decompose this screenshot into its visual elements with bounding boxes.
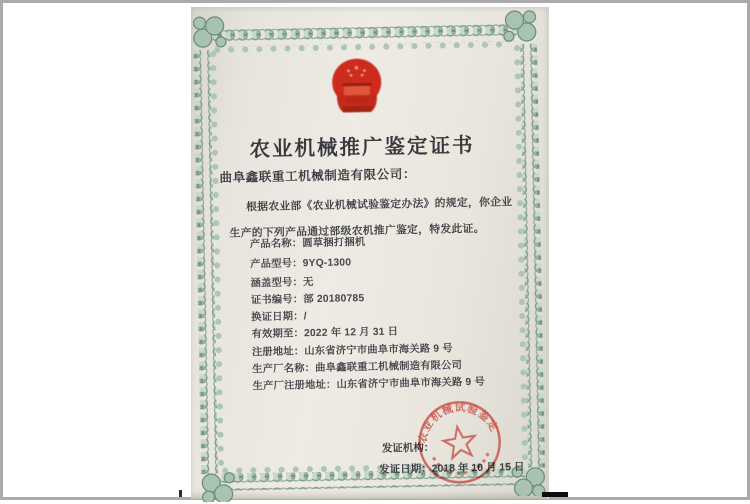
field-valid-until: [251, 322, 398, 340]
field-label: 有效期至：: [251, 328, 305, 341]
field-value: 部 20180785: [303, 293, 365, 306]
company-name: 曲阜鑫联重工机械制造有限公司：: [219, 167, 417, 185]
issue-date-label: 发证日期：: [379, 462, 432, 476]
field-value: 山东省济宁市曲阜市海关路 9 号: [336, 376, 486, 391]
field-label: 产品型号：: [250, 258, 303, 271]
certificate-title: 农业机械推广鉴定证书: [249, 134, 475, 162]
body-text-line1: 根据农业部《农业机械试验鉴定办法》的规定，你企业: [245, 196, 513, 214]
issuer-label: 发证机构：: [381, 441, 435, 455]
field-manufacturer-address: [252, 373, 485, 392]
field-product-model: [250, 253, 351, 270]
field-value: 曲阜鑫联重工机械制造有限公司: [315, 360, 463, 375]
bottom-right-dash-artifact: [542, 492, 568, 497]
field-covered-models: [250, 273, 313, 289]
bottom-left-tick-artifact: [179, 490, 182, 497]
field-label: 产品名称：: [249, 238, 303, 251]
field-value: 圆草捆打捆机: [302, 237, 366, 250]
field-certificate-number: [251, 289, 365, 306]
field-label: 涵盖型号：: [250, 277, 304, 290]
field-label: 生产厂注册地址：: [252, 379, 337, 393]
field-product-name: [250, 233, 366, 250]
certificate-photo: [191, 7, 549, 499]
field-registered-address: [252, 339, 453, 358]
field-value: 2022 年 12 月 31 日: [303, 326, 399, 340]
field-label: 生产厂名称：: [252, 363, 316, 376]
field-manufacturer-name: [252, 356, 462, 375]
official-seal: [402, 385, 517, 500]
field-label: 证书编号：: [250, 294, 304, 307]
field-label: 注册地址：: [251, 346, 305, 359]
field-value: 无: [302, 277, 314, 289]
body-text-line2: 生产的下列产品通过部级农机推广鉴定，特发此证。: [229, 222, 485, 240]
issue-date-value: 2018 年 10 月 15 日: [431, 461, 525, 475]
field-label: 换证日期：: [251, 311, 304, 324]
field-renewal-date: [251, 307, 307, 323]
seal-arc-text: 农业机械试验鉴定: [416, 402, 501, 445]
field-value: 9YQ-1300: [302, 257, 352, 270]
field-value: 山东省济宁市曲阜市海关路 9 号: [304, 343, 453, 358]
field-value: /: [303, 311, 307, 323]
certificate-paper: [186, 4, 551, 503]
